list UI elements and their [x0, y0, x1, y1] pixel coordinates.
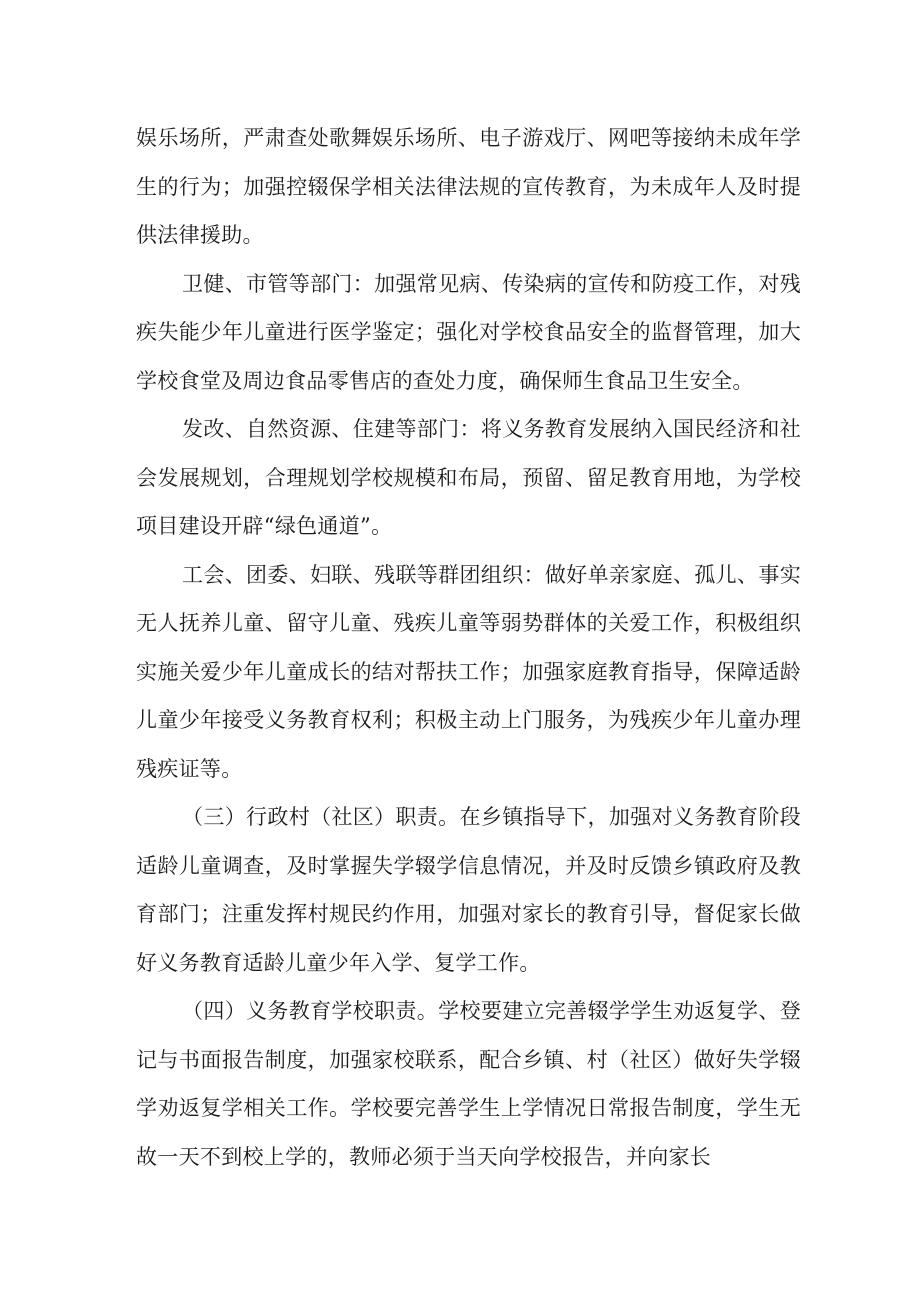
paragraph-school-duties: （四）义务教育学校职责。学校要建立完善辍学学生劝返复学、登记与书面报告制度，加强家校联系，配合乡镇、村（社区）做好失学辍学劝返复学相关工作。学校要完善学生上学情况日常报告制度，学生无故一天不到校上学的，教师必须于当天向学校报告，并向家长 [136, 999, 801, 1169]
paragraph-mass-organizations: 工会、团委、妇联、残联等群团组织：做好单亲家庭、孤儿、事实无人抚养儿童、留守儿童、残疾儿童等弱势群体的关爱工作，积极组织实施关爱少年儿童成长的结对帮扶工作；加强家庭教育指导，保障适龄儿童少年接受义务教育权利；积极主动上门服务，为残疾少年儿童办理残疾证等。 [136, 562, 801, 781]
paragraph-continuation: 娱乐场所，严肃查处歌舞娱乐场所、电子游戏厅、网吧等接纳未成年学生的行为；加强控辍保学相关法律法规的宣传教育，为未成年人及时提供法律援助。 [136, 126, 801, 247]
document-page [136, 114, 801, 1181]
paragraph-village-duties: （三）行政村（社区）职责。在乡镇指导下，加强对义务教育阶段适龄儿童调查，及时掌握失学辍学信息情况，并及时反馈乡镇政府及教育部门；注重发挥村规民约作用，加强对家长的教育引导，督促家长做好义务教育适龄儿童少年入学、复学工作。 [136, 805, 801, 975]
paragraph-development-planning: 发改、自然资源、住建等部门：将义务教育发展纳入国民经济和社会发展规划，合理规划学校规模和布局，预留、留足教育用地，为学校项目建设开辟“绿色通道”。 [136, 417, 801, 538]
paragraph-health-market: 卫健、市管等部门：加强常见病、传染病的宣传和防疫工作，对残疾失能少年儿童进行医学鉴定；强化对学校食品安全的监督管理，加大学校食堂及周边食品零售店的查处力度，确保师生食品卫生安全。 [136, 271, 801, 393]
